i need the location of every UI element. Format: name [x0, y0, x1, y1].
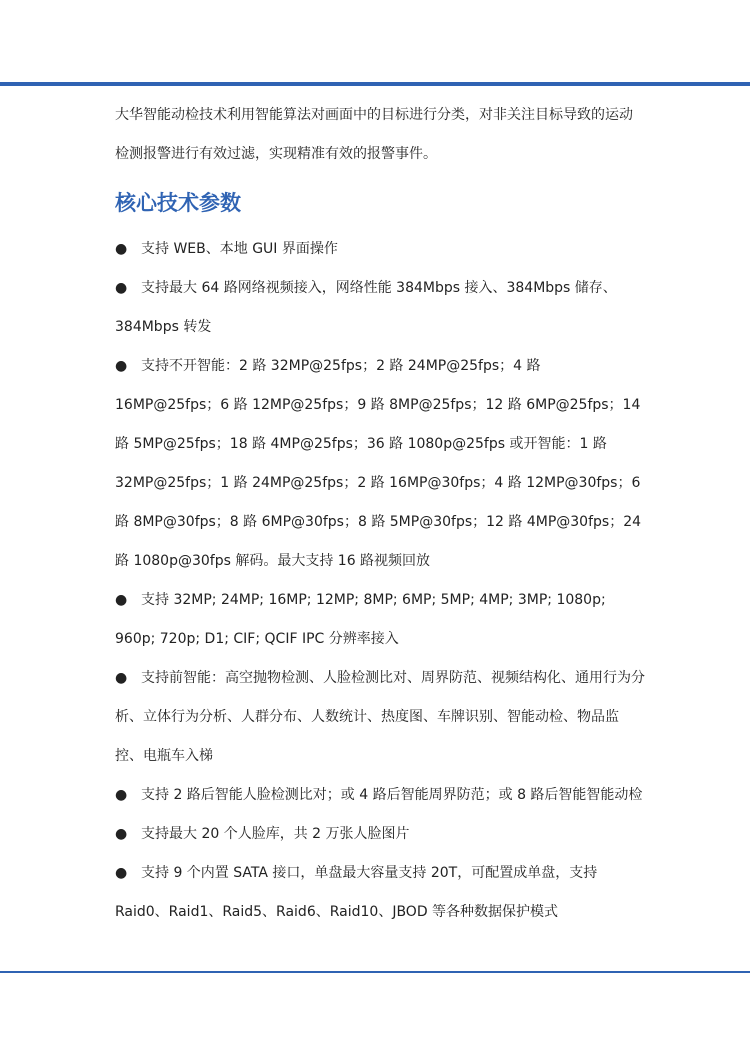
- bullet-icon: ●: [115, 358, 128, 374]
- list-item-text: 支持 2 路后智能人脸检测比对；或 4 路后智能周界防范；或 8 路后智能智能动检: [141, 787, 643, 803]
- list-item-text: 支持 9 个内置 SATA 接口，单盘最大容量支持 20T，可配置成单盘，支持 Raid0、Raid1、Raid5、Raid6、Raid10、JBOD 等各种数据保护模式: [115, 865, 598, 920]
- list-item-text: 支持不开智能：2 路 32MP@25fps；2 路 24MP@25fps；4 路 16MP@25fps；6 路 12MP@25fps；9 路 8MP@25fps；12 路 6MP@25fps；14 路 5MP@25fps；18 路 4MP@25fps；36 路 1080p@25fps 或开智能：1 路 32MP@25fps；1 路 24MP@25fps；2 路 16MP@30fps；4 路 12MP@30fps；6 路 8MP@30fps；8 路 6MP@30fps；8 路 5MP@30fps；12 路 4MP@30fps；24 路 1080p@30fps 解码。最大支持 16 路视频回放: [115, 358, 642, 569]
- section-title: 核心技术参数: [115, 191, 241, 215]
- bottom-divider: [0, 971, 750, 973]
- list-item: [115, 776, 645, 815]
- bullet-icon: ●: [115, 592, 128, 608]
- list-item: [115, 815, 645, 854]
- list-item-text: 支持最大 20 个人脸库，共 2 万张人脸图片: [141, 826, 410, 842]
- bullet-icon: ●: [115, 280, 128, 296]
- bullet-icon: ●: [115, 670, 128, 686]
- bullet-icon: ●: [115, 826, 128, 842]
- list-item: [115, 347, 645, 581]
- list-item: [115, 581, 645, 659]
- list-item: [115, 854, 645, 932]
- list-item-text: 支持 32MP; 24MP; 16MP; 12MP; 8MP; 6MP; 5MP; 4MP; 3MP; 1080p; 960p; 720p; D1; CIF; QCIF IPC 分辨率接入: [115, 592, 606, 647]
- list-item-text: 支持前智能：高空抛物检测、人脸检测比对、周界防范、视频结构化、通用行为分析、立体行为分析、人群分布、人数统计、热度图、车牌识别、智能动检、物品监控、电瓶车入梯: [115, 670, 645, 764]
- page-content: [115, 96, 645, 932]
- list-item-text: 支持 WEB、本地 GUI 界面操作: [141, 241, 338, 257]
- top-divider: [0, 82, 750, 86]
- intro-paragraph: 大华智能动检技术利用智能算法对画面中的目标进行分类，对非关注目标导致的运动检测报警进行有效过滤，实现精准有效的报警事件。: [115, 107, 633, 162]
- list-item-text: 支持最大 64 路网络视频接入，网络性能 384Mbps 接入、384Mbps 储存、384Mbps 转发: [115, 280, 617, 335]
- list-item: [115, 269, 645, 347]
- list-item: [115, 659, 645, 776]
- bullet-icon: ●: [115, 787, 128, 803]
- bullet-icon: ●: [115, 241, 128, 257]
- parameter-list: [115, 230, 645, 932]
- bullet-icon: ●: [115, 865, 128, 881]
- list-item: [115, 230, 645, 269]
